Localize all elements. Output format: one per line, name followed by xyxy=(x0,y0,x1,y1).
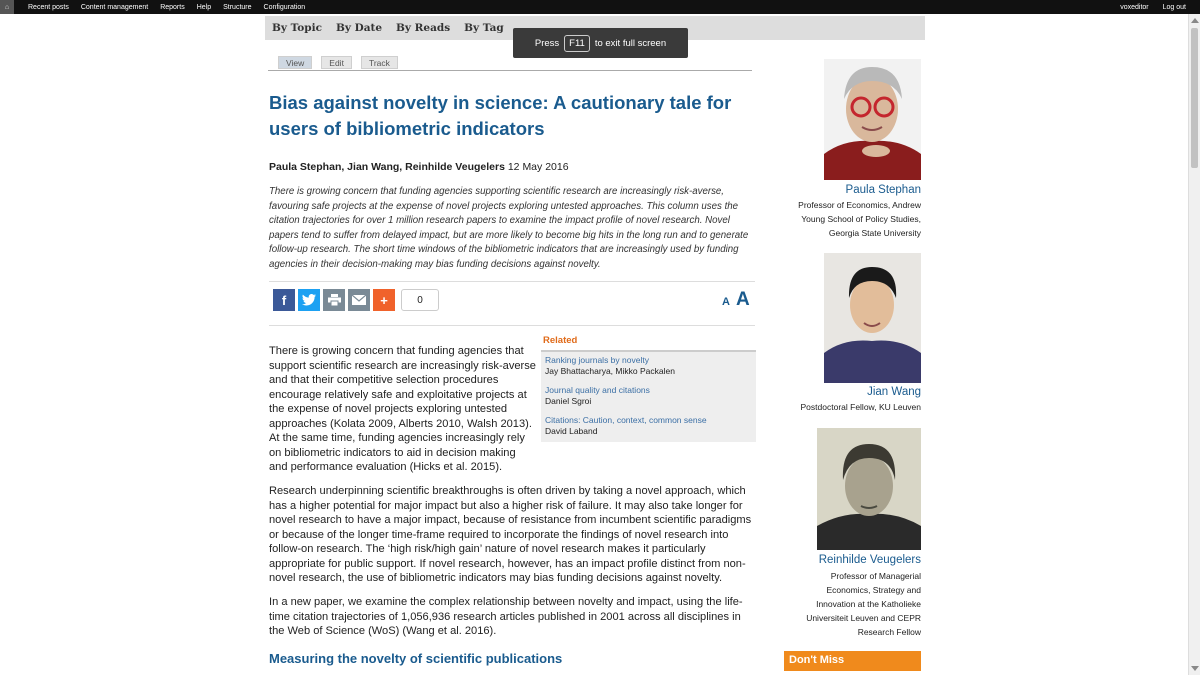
share-bar xyxy=(273,289,439,311)
font-increase-button[interactable]: A xyxy=(735,289,750,310)
add-share-icon[interactable]: + xyxy=(373,289,395,311)
author-bio xyxy=(764,400,921,414)
home-icon[interactable]: ⌂ xyxy=(0,0,14,14)
admin-user-link[interactable]: voxeditor xyxy=(1120,3,1149,11)
admin-menu-recent-posts[interactable]: Recent posts xyxy=(28,3,69,11)
related-link[interactable]: Journal quality and citations xyxy=(545,385,650,395)
author-bio-line: Young School of Policy Studies, xyxy=(801,214,921,224)
admin-menu-configuration[interactable]: Configuration xyxy=(263,3,306,11)
related-authors: Daniel Sgroi xyxy=(545,396,592,406)
nav-by-tag[interactable]: By Tag xyxy=(464,22,504,34)
related-item xyxy=(545,385,752,407)
nav-by-date[interactable]: By Date xyxy=(335,22,383,34)
related-link[interactable]: Citations: Caution, context, common sense xyxy=(545,415,707,425)
author-bio-line: Innovation at the Katholieke xyxy=(816,599,921,609)
author-bio-line: Research Fellow xyxy=(857,627,921,637)
divider xyxy=(269,325,755,326)
admin-menu-reports[interactable]: Reports xyxy=(160,3,185,11)
admin-menu xyxy=(28,4,305,11)
font-size-controls xyxy=(722,289,750,311)
tab-edit[interactable]: Edit xyxy=(321,56,352,69)
logout-link[interactable]: Log out xyxy=(1162,3,1186,11)
fullscreen-press-text: Press xyxy=(534,37,560,49)
author-name-reinhilde-veugelers[interactable]: Reinhilde Veugelers xyxy=(818,554,921,566)
author-bio-line: Postdoctoral Fellow, KU Leuven xyxy=(800,402,921,412)
dont-miss-heading: Don't Miss xyxy=(784,651,921,671)
author-name-paula-stephan[interactable]: Paula Stephan xyxy=(845,184,921,196)
byline-date: 12 May 2016 xyxy=(507,161,569,173)
tab-view[interactable]: View xyxy=(278,56,312,69)
fullscreen-notice xyxy=(513,28,688,58)
scrollbar-thumb[interactable] xyxy=(1191,28,1198,168)
page-scrollbar[interactable] xyxy=(1188,14,1200,675)
share-count: 0 xyxy=(401,289,439,311)
fullscreen-exit-text: to exit full screen xyxy=(594,37,667,49)
admin-toolbar xyxy=(0,0,1200,14)
author-bio-line: Economics, Strategy and xyxy=(826,585,921,595)
article-paragraph: There is growing concern that funding agencies that support scientific research are increasingly risk-averse and that their competitive selection procedures encourage relatively safe and exploitative projects at the expense of novel projects exploring untested approaches (Kolata 2009, Alberts 2010, Walsh 2013). At the same time, funding agencies increasingly rely on bibliometric indicators to aid in decision making and performance evaluation (Hicks et al. 2015). xyxy=(269,345,536,473)
font-decrease-button[interactable]: A xyxy=(722,296,730,308)
section-heading: Measuring the novelty of scientific publications xyxy=(269,651,563,666)
article-abstract: There is growing concern that funding agencies supporting scientific research are increasingly risk-averse, favouring safe projects at the expense of novel projects exploring untested approaches. This column uses the citation trajectories for over 1 million research papers to examine the impact profile of novel research. Novel papers tend to suffer from delayed impact, but are more likely to become big hits in the long run and to generate follow-up research. The short time windows of the bibliometric indicators that are increasingly used by funding agencies in their decision-making may bias funding decisions against novelty. xyxy=(269,186,749,270)
related-link[interactable]: Ranking journals by novelty xyxy=(545,355,649,365)
related-authors: David Laband xyxy=(545,426,598,436)
admin-menu-structure[interactable]: Structure xyxy=(223,3,252,11)
author-bio xyxy=(764,198,921,240)
f11-key-badge: F11 xyxy=(564,35,590,52)
related-box xyxy=(541,333,756,442)
node-tabs xyxy=(268,56,752,71)
related-item xyxy=(545,415,752,437)
admin-menu-help[interactable]: Help xyxy=(196,3,212,11)
author-photo-reinhilde-veugelers[interactable] xyxy=(817,428,921,550)
article-title: Bias against novelty in science: A cautionary tale for users of bibliometric indicators xyxy=(269,92,732,139)
author-bio-line: Universiteit Leuven and CEPR xyxy=(806,613,921,623)
author-photo-paula-stephan[interactable] xyxy=(824,59,921,180)
nav-by-reads[interactable]: By Reads xyxy=(396,22,451,34)
tab-track[interactable]: Track xyxy=(361,56,398,69)
article-paragraph: In a new paper, we examine the complex relationship between novelty and impact, using the life-time citation trajectories of 1,056,936 research articles published in 2001 across all disciplines in the Web of Science (WoS) (Wang et al. 2016). xyxy=(269,596,743,637)
print-icon[interactable] xyxy=(323,289,345,311)
nav-by-topic[interactable]: By Topic xyxy=(272,22,322,34)
author-bio-line: Professor of Economics, Andrew xyxy=(798,200,921,210)
author-bio-line: Georgia State University xyxy=(828,228,921,238)
scroll-up-icon[interactable] xyxy=(1191,18,1199,23)
scroll-down-icon[interactable] xyxy=(1191,666,1199,671)
admin-menu-content-management[interactable]: Content management xyxy=(80,3,149,11)
email-icon[interactable] xyxy=(348,289,370,311)
byline xyxy=(269,161,569,173)
byline-authors[interactable]: Paula Stephan, Jian Wang, Reinhilde Veugelers xyxy=(269,161,505,173)
author-name-jian-wang[interactable]: Jian Wang xyxy=(867,386,921,398)
twitter-share-icon[interactable] xyxy=(298,289,320,311)
author-bio-line: Professor of Managerial xyxy=(830,571,921,581)
related-heading: Related xyxy=(541,333,756,352)
related-item xyxy=(545,355,752,377)
divider xyxy=(269,281,755,282)
author-photo-jian-wang[interactable] xyxy=(824,253,921,383)
author-bio xyxy=(764,569,921,639)
related-authors: Jay Bhattacharya, Mikko Packalen xyxy=(545,366,675,376)
facebook-share-icon[interactable]: f xyxy=(273,289,295,311)
article-paragraph: Research underpinning scientific breakthroughs is often driven by taking a novel approach, which has a higher potential for major impact but also a higher risk of failure. It may also take longer for novel research to have a major impact, because of resistance from incumbent scientific paradigms or because of the longer time-frame required to incorporate the findings of novel research into follow-on research. The ‘high risk/high gain’ nature of novel research makes it particularly appropriate for public support. If novel research, however, has an impact profile distinct from non-novel research, the use of bibliometric indicators may bias funding decisions against novelty. xyxy=(269,485,752,584)
